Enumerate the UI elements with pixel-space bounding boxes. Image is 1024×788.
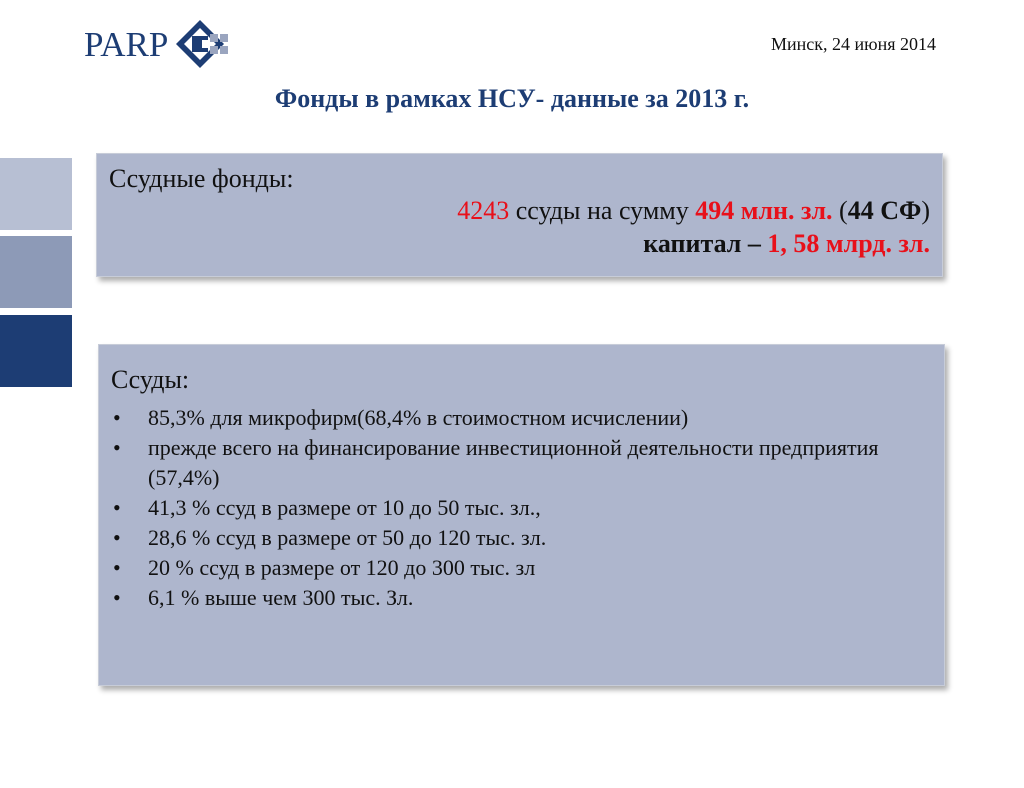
capital-value: 1, 58 млрд. зл. (767, 229, 930, 258)
bullet-icon: • (113, 495, 121, 520)
logo-text: PARP (84, 24, 169, 64)
list-item-text: 41,3 % ссуд в размере от 10 до 50 тыс. зл., (148, 495, 541, 520)
loan-funds-summary-line (109, 194, 930, 227)
side-accent-bar-light (0, 158, 72, 230)
capital-line (109, 227, 930, 260)
parp-logo (84, 18, 236, 70)
capital-label: капитал – (643, 229, 768, 258)
list-item-text: 28,6 % ссуд в размере от 50 до 120 тыс. зл. (148, 525, 547, 550)
bullet-icon: • (113, 525, 121, 550)
side-accent-bar-medium (0, 236, 72, 308)
list-item (111, 523, 930, 553)
list-item-text: 20 % ссуд в размере от 120 до 300 тыс. зл (148, 555, 536, 580)
list-item (111, 433, 930, 493)
loans-box (98, 344, 945, 686)
slide-title: Фонды в рамках НСУ- данные за 2013 г. (274, 84, 750, 113)
loans-bullet-list (111, 403, 930, 613)
loan-funds-heading: Ссудные фонды: (109, 164, 294, 193)
funds-count: 44 СФ (847, 196, 922, 225)
bullet-icon: • (113, 435, 121, 460)
loan-funds-box (96, 153, 943, 277)
side-accent-bar-dark (0, 315, 72, 387)
list-item-text: 6,1 % выше чем 300 тыс. Зл. (148, 585, 414, 610)
list-item-text: прежде всего на финансирование инвестиционной деятельности предприятия (57,4%) (148, 435, 879, 490)
loan-count: 4243 (457, 196, 510, 225)
parp-logo-icon (174, 18, 236, 70)
list-item (111, 403, 930, 433)
bullet-icon: • (113, 405, 121, 430)
loans-heading: Ссуды: (111, 365, 190, 394)
list-item (111, 553, 930, 583)
date-location: Минск, 24 июня 2014 (771, 34, 936, 54)
loan-amount: 494 млн. зл. (695, 196, 833, 225)
loan-count-text: ссуды на сумму (509, 196, 696, 225)
list-item (111, 583, 930, 613)
list-item (111, 493, 930, 523)
list-item-text: 85,3% для микрофирм(68,4% в стоимостном исчислении) (148, 405, 689, 430)
bullet-icon: • (113, 555, 121, 580)
funds-open-paren: ( (832, 196, 848, 225)
bullet-icon: • (113, 585, 121, 610)
funds-close-paren: ) (921, 196, 930, 225)
